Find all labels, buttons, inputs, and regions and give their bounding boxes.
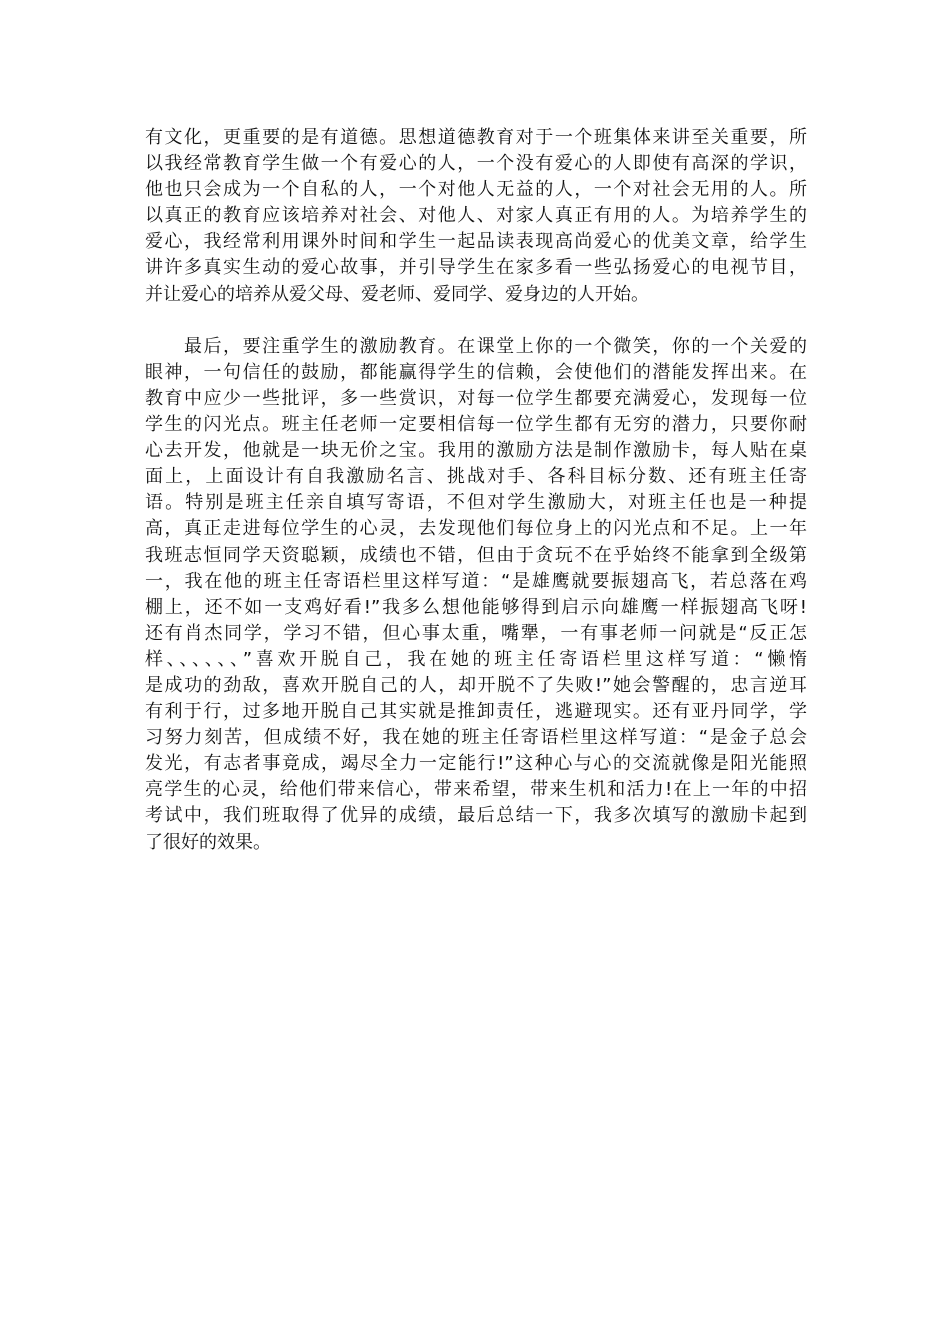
text-line: 发光，有志者事竟成，竭尽全力一定能行!”这种心与心的交流就像是阳光能照 [145,753,807,775]
text-line: 学生的闪光点。班主任老师一定要相信每一位学生都有无穷的潜力，只要你耐 [145,414,807,436]
paragraph-1 [145,125,807,308]
text-line: 并让爱心的培养从爱父母、爱老师、爱同学、爱身边的人开始。 [145,283,649,305]
text-line: 爱心，我经常利用课外时间和学生一起品读表现高尚爱心的优美文章，给学生 [145,231,807,253]
text-line: 有文化，更重要的是有道德。思想道德教育对于一个班集体来讲至关重要，所 [145,127,807,148]
text-line: 我班志恒同学天资聪颖，成绩也不错，但由于贪玩不在乎始终不能拿到全级第 [145,544,807,566]
text-line: 教育中应少一些批评，多一些赏识，对每一位学生都要充满爱心，发现每一位 [145,387,807,409]
text-line: 一，我在他的班主任寄语栏里这样写道：“是雄鹰就要振翅高飞，若总落在鸡 [145,570,807,592]
text-line: 习努力刻苦，但成绩不好，我在她的班主任寄语栏里这样写道：“是金子总会 [145,727,807,749]
text-line: 是成功的劲敌，喜欢开脱自己的人，却开脱不了失败!”她会警醒的，忠言逆耳 [145,674,807,696]
text-line: 面上，上面设计有自我激励名言、挑战对手、各科目标分数、还有班主任寄 [145,466,807,488]
paragraph-2 [145,334,807,856]
text-line: 高，真正走进每位学生的心灵，去发现他们每位身上的闪光点和不足。上一年 [145,518,807,540]
text-line: 最后，要注重学生的激励教育。在课堂上你的一个微笑，你的一个关爱的 [145,335,807,357]
text-line: 语。特别是班主任亲自填写寄语，不但对学生激励大，对班主任也是一种提 [145,492,807,514]
text-line: 了很好的效果。 [145,831,271,853]
text-line: 他也只会成为一个自私的人，一个对他人无益的人，一个对社会无用的人。所 [145,179,807,201]
text-line: 棚上，还不如一支鸡好看!”我多么想他能够得到启示向雄鹰一样振翅高飞呀! [145,596,807,618]
text-line: 亮学生的心灵，给他们带来信心，带来希望，带来生机和活力!在上一年的中招 [145,779,807,801]
text-line: 以真正的教育应该培养对社会、对他人、对家人真正有用的人。为培养学生的 [145,205,807,227]
text-line: 以我经常教育学生做一个有爱心的人，一个没有爱心的人即使有高深的学识， [145,153,807,175]
text-line: 讲许多真实生动的爱心故事，并引导学生在家多看一些弘扬爱心的电视节目， [145,257,807,279]
text-line: 考试中，我们班取得了优异的成绩，最后总结一下，我多次填写的激励卡起到 [145,805,807,827]
text-line: 有利于行，过多地开脱自己其实就是推卸责任，逃避现实。还有亚丹同学，学 [145,701,807,723]
text-line: 还有肖杰同学，学习不错，但心事太重，嘴犟，一有事老师一问就是“反正怎 [145,622,807,644]
text-line: 样、、、、、、”喜欢开脱自己，我在她的班主任寄语栏里这样写道：“懒惰 [145,648,807,670]
text-line: 心去开发，他就是一块无价之宝。我用的激励方法是制作激励卡，每人贴在桌 [145,440,807,462]
paragraph-spacer [145,308,807,334]
text-line: 眼神，一句信任的鼓励，都能赢得学生的信赖，会使他们的潜能发挥出来。在 [145,361,807,383]
document-body [145,125,807,856]
